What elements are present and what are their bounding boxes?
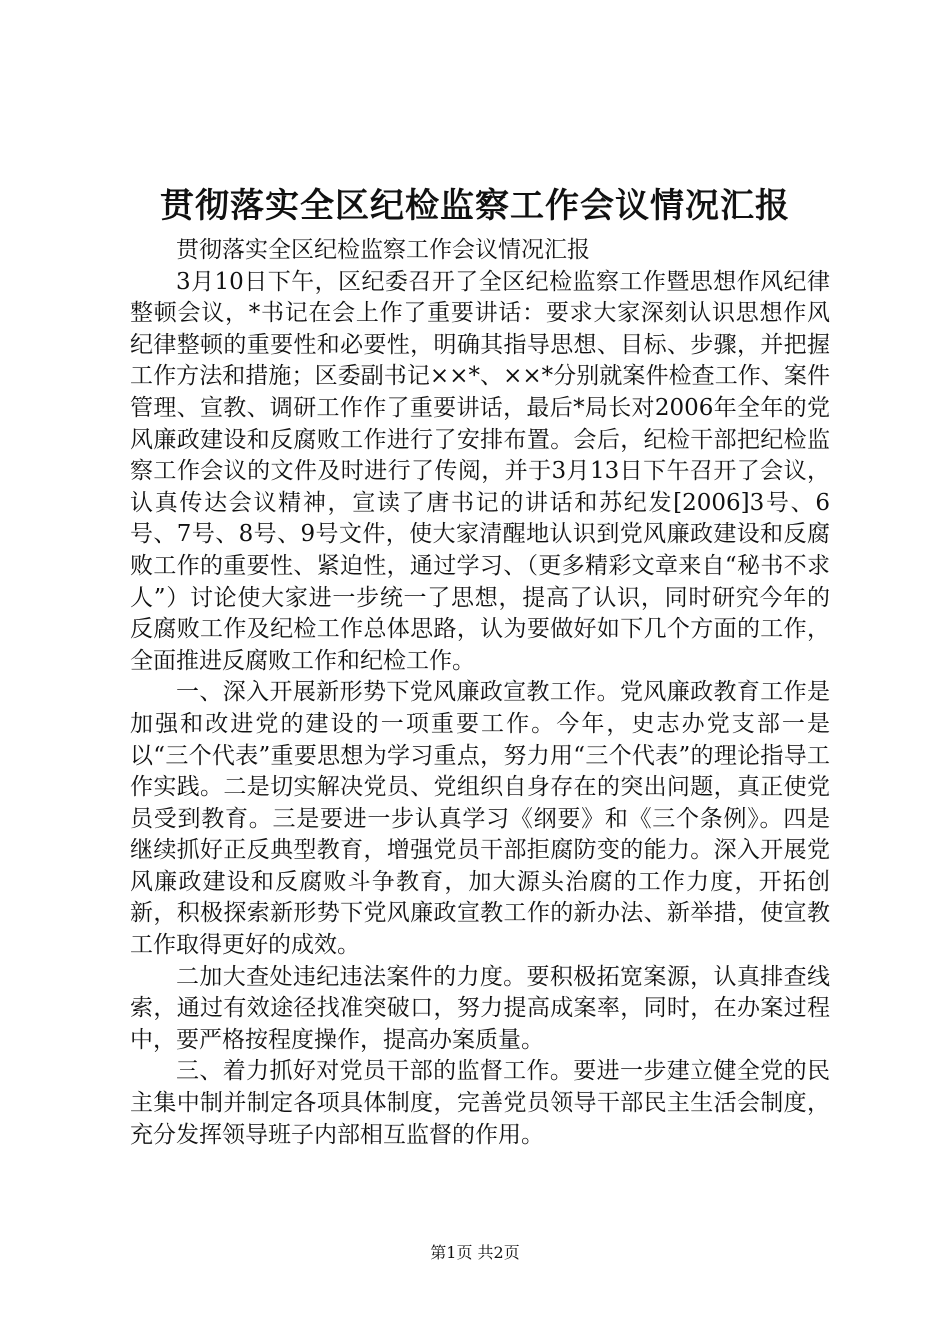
paragraph-subtitle: 贯彻落实全区纪检监察工作会议情况汇报 <box>176 237 590 263</box>
document-body <box>130 235 830 1151</box>
paragraph-section-1: 一、深入开展新形势下党风廉政宣教工作。党风廉政教育工作是加强和改进党的建设的一项重要工作。今年，史志办党支部一是以“三个代表”重要思想为学习重点，努力用“三个代表”的理论指导工作实践。二是切实解决党员、党组织自身存在的突出问题，真正使党员受到教育。三是要进一步认真学习《纲要》和《三个条例》。四是继续抓好正反典型教育，增强党员干部拒腐防变的能力。深入开展党风廉政建设和反腐败斗争教育，加大源头治腐的工作力度，开拓创新，积极探索新形势下党风廉政宣教工作的新办法、新举措，使宣教工作取得更好的成效。 <box>130 679 830 959</box>
page-number-footer: 第1页 共2页 <box>430 1243 520 1262</box>
paragraph-section-3: 三、着力抓好对党员干部的监督工作。要进一步建立健全党的民主集中制并制定各项具体制度，完善党员领导干部民主生活会制度，充分发挥领导班子内部相互监督的作用。 <box>130 1058 830 1148</box>
paragraph-section-2: 二加大查处违纪违法案件的力度。要积极拓宽案源，认真排查线索，通过有效途径找准突破口，努力提高成案率，同时，在办案过程中，要严格按程度操作，提高办案质量。 <box>130 963 830 1053</box>
paragraph-intro: 3月10日下午，区纪委召开了全区纪检监察工作暨思想作风纪律整顿会议，*书记在会上作了重要讲话：要求大家深刻认识思想作风纪律整顿的重要性和必要性，明确其指导思想、目标、步骤，并把握工作方法和措施；区委副书记××*、××*分别就案件检查工作、案件管理、宣教、调研工作作了重要讲话，最后*局长对2006年全年的党风廉政建设和反腐败工作进行了安排布置。会后，纪检干部把纪检监察工作会议的文件及时进行了传阅，并于3月13日下午召开了会议，认真传达会议精神，宣读了唐书记的讲话和苏纪发[2006]3号、6号、7号、8号、9号文件，使大家清醒地认识到党风廉政建设和反腐败工作的重要性、紧迫性，通过学习、（更多精彩文章来自“秘书不求人”）讨论使大家进一步统一了思想，提高了认识，同时研究今年的反腐败工作及纪检工作总体思路，认为要做好如下几个方面的工作，全面推进反腐败工作和纪检工作。 <box>130 268 830 674</box>
document-title: 贯彻落实全区纪检监察工作会议情况汇报 <box>160 186 790 226</box>
